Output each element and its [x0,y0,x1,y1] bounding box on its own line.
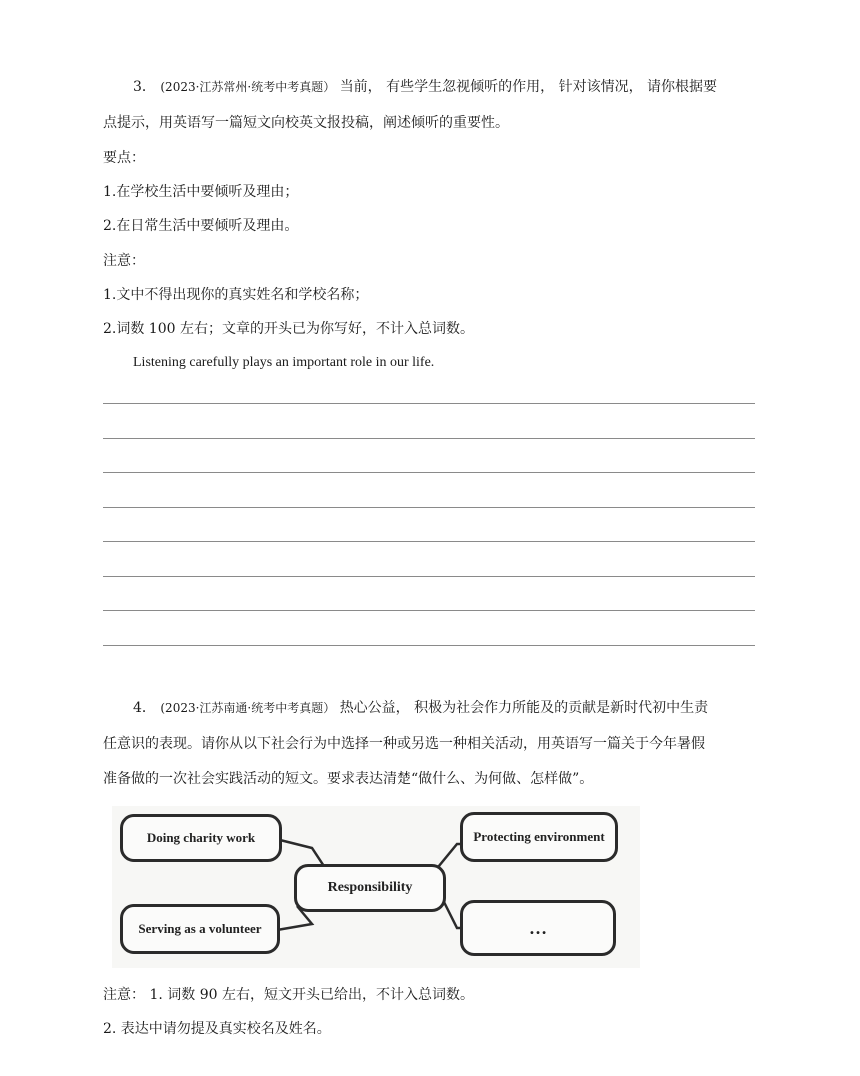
responsibility-mindmap [112,806,640,968]
answer-rule [103,610,755,611]
q4-prompt-line3: 准备做的一次社会实践活动的短文。要求表达清楚“做什么、为何做、怎样做”。 [103,771,594,787]
q4-prompt-line2: 任意识的表现。请你从以下社会行为中选择一种或另选一种相关活动，用英语写一篇关于今年暑假 [103,736,705,752]
q3-prompt-text: 当前， 有些学生忽视倾听的作用， 针对该情况， 请你根据要 [339,79,718,95]
answer-rule [103,472,755,473]
answer-rule [103,438,755,439]
q3-note-2: 2.词数 100 左右；文章的开头已为你写好，不计入总词数。 [103,321,474,337]
node-ellipsis: … [460,900,616,956]
q3-opening-sentence: Listening carefully plays an important role in our life. [133,355,435,370]
q3-notes-label: 注意： [103,253,145,269]
q4-prompt-line1 [133,698,708,718]
q3-number: 3． [133,79,156,95]
answer-rule [103,507,755,508]
node-serving-as-volunteer: Serving as a volunteer [120,904,280,954]
q3-prompt-line2: 点提示，用英语写一篇短文向校英文报投稿，阐述倾听的重要性。 [103,115,509,131]
answer-rule [103,576,755,577]
q3-points-label: 要点： [103,150,145,166]
q3-note-1: 1.文中不得出现你的真实姓名和学校名称； [103,287,369,303]
q4-prompt-text: 热心公益， 积极为社会作力所能及的贡献是新时代初中生责 [339,700,709,716]
q4-source: (2023·江苏南通·统考中考真题） [160,701,336,715]
q3-point-1: 1.在学校生活中要倾听及理由； [103,184,299,200]
node-doing-charity-work: Doing charity work [120,814,282,862]
q4-number: 4． [133,700,156,716]
q3-source: (2023·江苏常州·统考中考真题） [160,80,336,94]
q4-notes-line2: 2. 表达中请勿提及真实校名及姓名。 [103,1021,331,1037]
answer-rule [103,541,755,542]
q3-prompt-line1 [133,77,717,97]
answer-rule [103,645,755,646]
q4-notes-line1: 注意： 1. 词数 90 左右，短文开头已给出，不计入总词数。 [103,987,474,1003]
node-responsibility: Responsibility [294,864,446,912]
answer-rule [103,403,755,404]
q3-point-2: 2.在日常生活中要倾听及理由。 [103,218,299,234]
node-protecting-environment: Protecting environment [460,812,618,862]
